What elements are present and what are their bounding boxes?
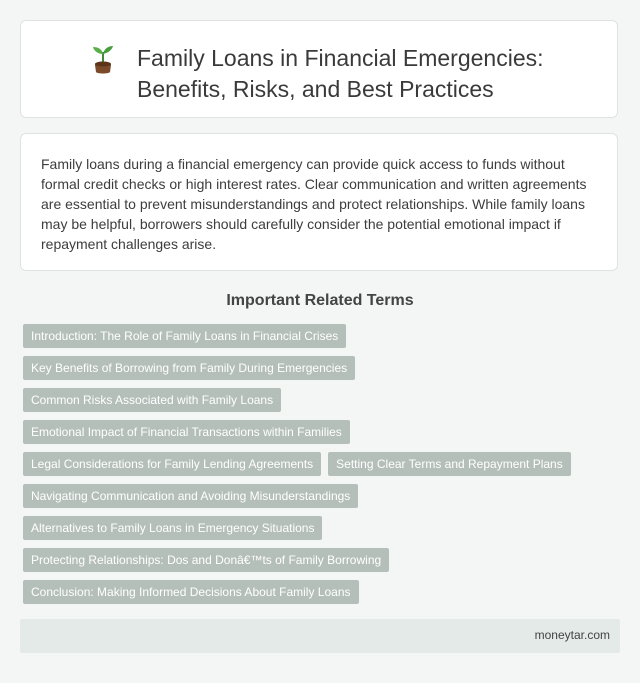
sprout-icon: [89, 45, 117, 75]
term-row: [23, 452, 623, 484]
page-title: Family Loans in Financial Emergencies: Benefits, Risks, and Best Practices: [137, 45, 544, 102]
term-row: [23, 516, 623, 548]
related-terms-list: [23, 324, 623, 612]
footer-bar: [20, 619, 620, 653]
term-tag-common-risks[interactable]: Common Risks Associated with Family Loans: [23, 388, 281, 412]
term-row: [23, 484, 623, 516]
term-tag-setting-clear-terms[interactable]: Setting Clear Terms and Repayment Plans: [328, 452, 571, 476]
term-tag-conclusion[interactable]: Conclusion: Making Informed Decisions About Family Loans: [23, 580, 359, 604]
term-row: [23, 324, 623, 356]
term-row: [23, 548, 623, 580]
term-tag-navigating-communication[interactable]: Navigating Communication and Avoiding Misunderstandings: [23, 484, 358, 508]
related-terms-heading: Important Related Terms: [226, 292, 414, 309]
term-tag-legal-considerations[interactable]: Legal Considerations for Family Lending Agreements: [23, 452, 321, 476]
header-inner: [89, 43, 577, 105]
term-tag-alternatives[interactable]: Alternatives to Family Loans in Emergency Situations: [23, 516, 322, 540]
term-tag-introduction[interactable]: Introduction: The Role of Family Loans in Financial Crises: [23, 324, 346, 348]
term-row: [23, 580, 623, 612]
summary-text: Family loans during a financial emergency can provide quick access to funds without formal credit checks or high interest rates. Clear communication and written agreements are essential to prevent misunderstandings and protect relationships. While family loans may be helpful, borrowers should carefully consider the potential emotional impact if repayment challenges arise.: [41, 156, 587, 252]
term-tag-protecting-relationships[interactable]: Protecting Relationships: Dos and Donâ€™ts of Family Borrowing: [23, 548, 389, 572]
term-row: [23, 420, 623, 452]
footer-site-link[interactable]: moneytar.com: [534, 628, 610, 642]
header-card: [20, 20, 618, 118]
term-row: [23, 356, 623, 388]
term-tag-key-benefits[interactable]: Key Benefits of Borrowing from Family During Emergencies: [23, 356, 355, 380]
term-tag-emotional-impact[interactable]: Emotional Impact of Financial Transactions within Families: [23, 420, 350, 444]
summary-card: [20, 133, 618, 271]
term-row: [23, 388, 623, 420]
